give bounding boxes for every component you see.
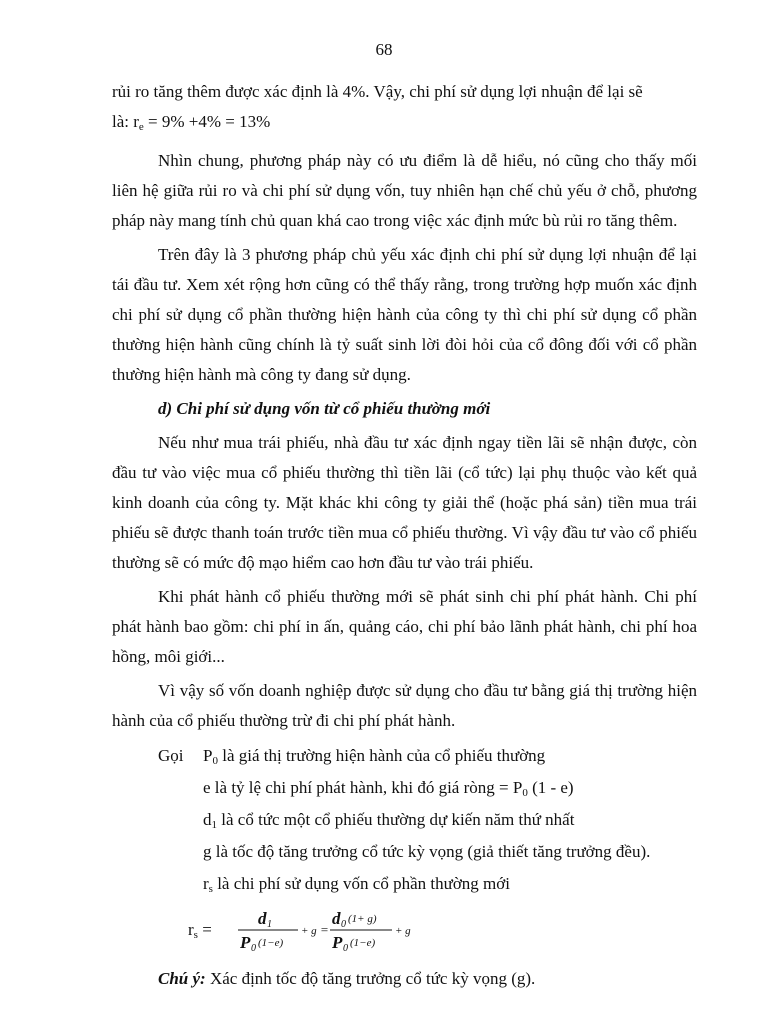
fraction-denominator-tail: (1−e)	[350, 937, 376, 949]
note-text: Xác định tốc độ tăng trưởng cổ tức kỳ vọng (g).	[205, 969, 536, 988]
definition-row	[112, 772, 697, 804]
subscript: 0	[251, 943, 256, 954]
subscript: s	[208, 883, 213, 895]
definitions-list	[112, 740, 697, 900]
paragraph-line: là: r	[112, 112, 139, 131]
formula-expression	[234, 906, 554, 954]
definition-symbol: d	[203, 810, 212, 829]
paragraph: Vì vậy số vốn doanh nghiệp được sử dụng cho đầu tư bằng giá thị trường hiện hành của cổ phiếu thường trừ đi chi phí phát hành.	[112, 681, 697, 730]
paragraph: Nhìn chung, phương pháp này có ưu điểm là dễ hiểu, nó cũng cho thấy mối liên hệ giữa rủi ro và chi phí sử dụng vốn, tuy nhiên hạn chế chủ yếu ở chỗ, phương pháp này mang tính chủ quan khá cao trong việc xác định mức bù rủi ro tăng thêm.	[112, 151, 697, 230]
cost-of-equity-formula	[112, 906, 697, 954]
note-label: Chú ý:	[158, 969, 206, 988]
definition-text: e là tỷ lệ chi phí phát hành, khi đó giá ròng = P	[203, 778, 523, 797]
subscript: 0	[341, 919, 346, 930]
fraction-denominator: P	[332, 933, 343, 952]
subscript: 1	[211, 819, 217, 831]
definition-text: là giá thị trường hiện hành của cổ phiếu thường	[217, 746, 546, 765]
fraction-numerator-tail: (1+ g)	[348, 913, 377, 925]
formula-lhs: $r_s$ =	[188, 920, 212, 941]
definition-symbol: r	[203, 874, 209, 893]
paragraph-continuation	[112, 77, 697, 142]
subscript: 1	[267, 919, 272, 930]
fraction-denominator: P	[240, 933, 251, 952]
definition-intro: Gọi	[158, 746, 184, 765]
paragraph: Trên đây là 3 phương pháp chủ yếu xác định chi phí sử dụng lợi nhuận để lại tái đầu tư. Xem xét rộng hơn cũng có thể thấy rằng, trong trường hợp muốn xác định chi phí sử dụng cổ phần thường hiện hành của công ty thì chi phí sử dụng cổ phần thường hiện hành cũng chính là tỷ suất sinh lời đòi hỏi của cổ đông đối với cổ phần thường hiện hành mà công ty đang sử dụng.	[112, 245, 697, 384]
definition-text: g là tốc độ tăng trưởng cổ tức kỳ vọng (giả thiết tăng trưởng đều).	[203, 842, 651, 861]
subscript: 0	[212, 755, 218, 767]
subscript: 0	[522, 787, 528, 799]
definition-text: là cổ tức một cổ phiếu thường dự kiến năm thứ nhất	[217, 810, 575, 829]
definition-row	[112, 740, 697, 772]
page-content	[112, 77, 697, 1011]
fraction-numerator: d	[258, 909, 267, 928]
plus-g: + g	[395, 925, 411, 937]
subscript: 0	[343, 943, 348, 954]
definition-row	[112, 804, 697, 836]
definition-text: (1 - e)	[527, 778, 574, 797]
plus-g: + g	[301, 925, 317, 937]
definition-text: là chi phí sử dụng vốn cổ phần thường mới	[212, 874, 510, 893]
subscript: e	[138, 121, 144, 133]
section-heading: d) Chi phí sử dụng vốn từ cổ phiếu thường mới	[158, 399, 491, 418]
page-number: 68	[375, 40, 393, 59]
paragraph: Nếu như mua trái phiếu, nhà đầu tư xác định ngay tiền lãi sẽ nhận được, còn đầu tư vào việc mua cổ phiếu thường thì tiền lãi (cổ tức) lại phụ thuộc vào kết quả kinh doanh của công ty. Mặt khác khi công ty giải thể (hoặc phá sản) tiền mua trái phiếu sẽ được thanh toán trước tiền mua cổ phiếu thường. Vì vậy đầu tư vào cổ phiếu thường sẽ có mức độ mạo hiểm cao hơn đầu tư vào trái phiếu.	[112, 433, 697, 572]
definition-row	[112, 836, 697, 868]
definition-symbol: P	[203, 746, 213, 765]
note-paragraph	[112, 964, 697, 994]
paragraph: Khi phát hành cổ phiếu thường mới sẽ phát sinh chi phí phát hành. Chi phí phát hành bao gồm: chi phí in ấn, quảng cáo, chi phí bảo lãnh phát hành, chi phí hoa hồng, môi giới...	[112, 587, 697, 666]
equals-sign: =	[320, 922, 329, 937]
definition-row	[112, 868, 697, 900]
fraction-numerator: d	[332, 909, 341, 928]
fraction-denominator-tail: (1−e)	[258, 937, 284, 949]
paragraph-line: rủi ro tăng thêm được xác định là 4%. Vậy, chi phí sử dụng lợi nhuận để lại sẽ	[112, 82, 643, 101]
paragraph-line: = 9% +4% = 13%	[143, 112, 271, 131]
